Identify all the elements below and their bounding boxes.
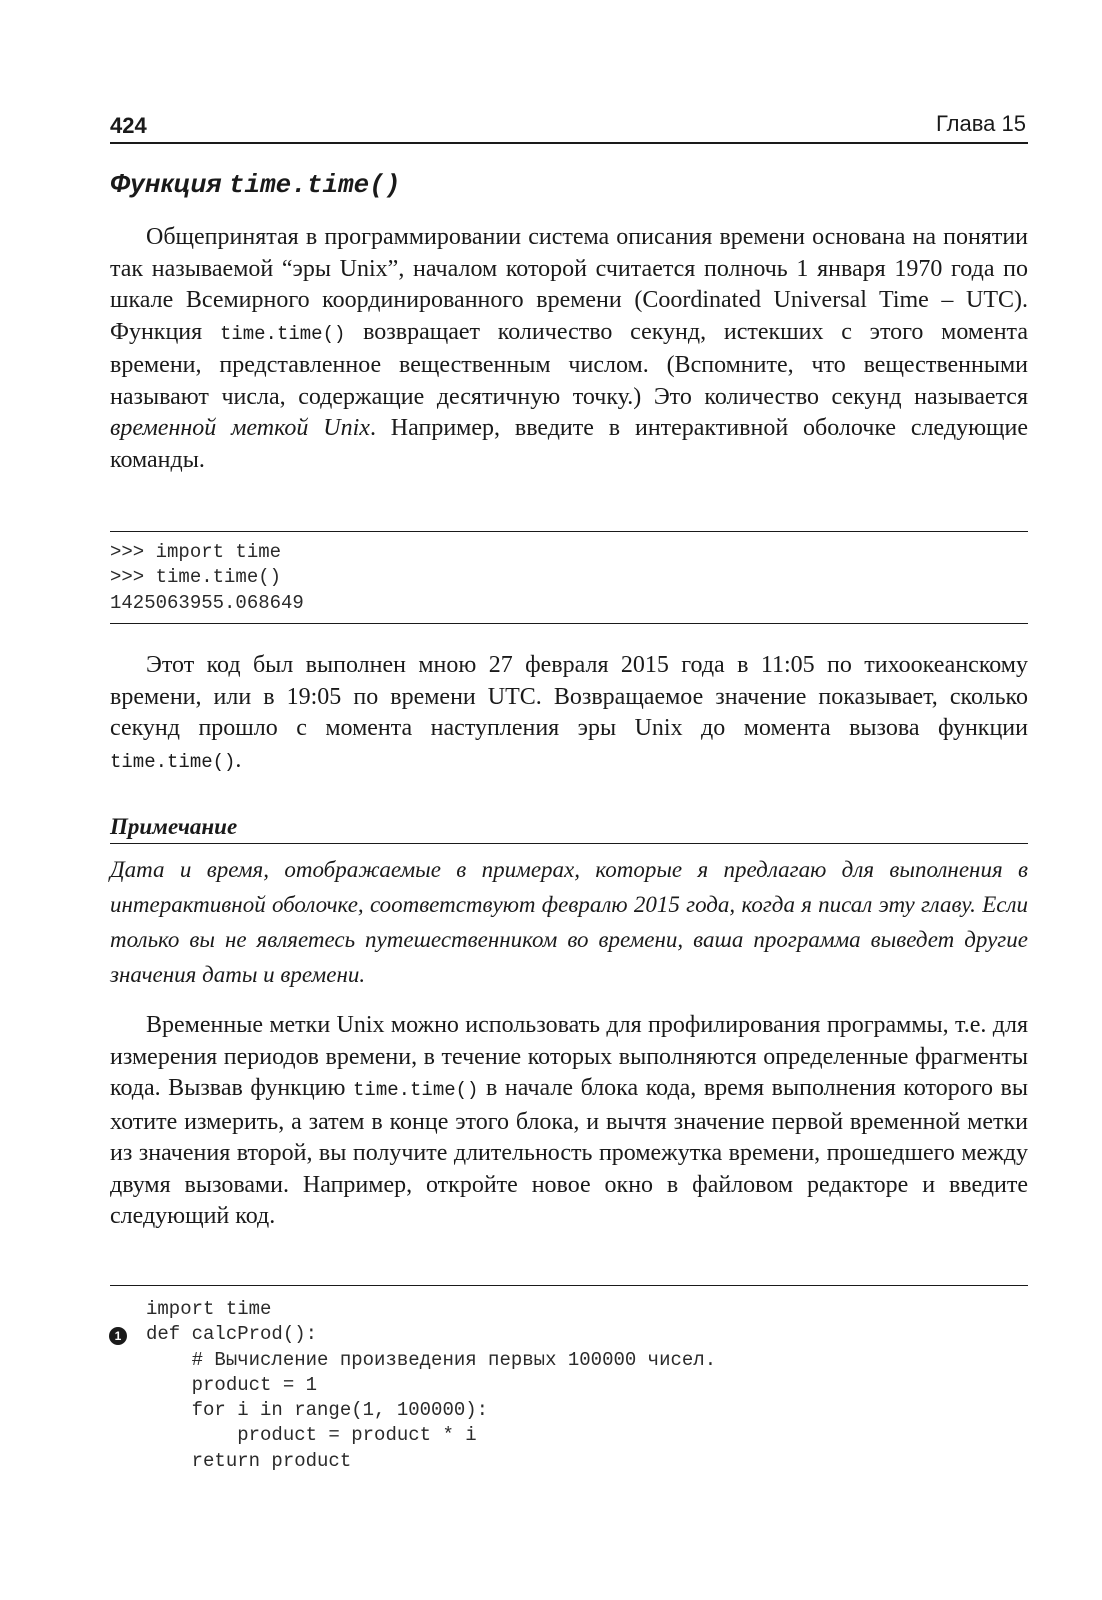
code-line: product = 1 (146, 1373, 318, 1396)
text-run: . Например, введите в интерактивной оболочке следующие команды. (110, 415, 1029, 473)
code-listing-shell (110, 540, 1028, 616)
chapter-label: Глава 15 (935, 111, 1026, 136)
inline-code: time.time() (110, 750, 236, 773)
code-line: >>> import time (110, 541, 282, 563)
code-line: >>> time.time() (110, 566, 282, 589)
code-line: 1425063955.068649 (110, 591, 304, 614)
code-line: # Вычисление произведения первых 100000 чисел. (146, 1348, 717, 1371)
paragraph-explanation (110, 650, 1028, 778)
paragraph-intro (110, 222, 1028, 476)
code-line: product = product * i (146, 1424, 477, 1447)
code-listing-program (146, 1297, 1064, 1474)
inline-code: time.time() (219, 322, 346, 345)
text-run: Общепринятая в программировании система описания времени основана на понятии так называемой “эры Unix”, началом которой считается полночь 1 января 1970 года по шкале Всемирного координированного времени (Coordinated Universal Time – UTC). Функция (110, 224, 1028, 345)
code-rule-top (110, 531, 1028, 532)
text-run: возвращает количество секунд, истекших с этого момента времени, представленное вещественным числом. (Вспомните, что вещественными называют числа, содержащие десятичную точку.) Это количество секунд называется (110, 318, 1028, 410)
note-title: Примечание (110, 814, 238, 839)
code-line: import time (146, 1298, 272, 1320)
code-line: def calcProd(): (146, 1323, 318, 1346)
code-line: for i in range(1, 100000): (146, 1399, 489, 1422)
note-text: Дата и время, отображаемые в примерах, которые я предлагаю для выполнения в интерактивной оболочке, соответствуют февралю 2015 года, когда я писал эту главу. Если только вы не являетесь путешественником во времени, ваша программа выведет другие значения даты и времени. (110, 857, 1028, 987)
code-callout-marker: 1 (109, 1327, 127, 1345)
paragraph-profiling (110, 1010, 1028, 1233)
page-number: 424 (110, 113, 147, 138)
code-line: return product (146, 1449, 352, 1472)
section-title-text: Функция (110, 168, 229, 198)
note-rule (110, 843, 1028, 844)
text-run: . (235, 746, 242, 773)
section-title (110, 168, 401, 200)
code-rule-top (110, 1285, 1028, 1286)
code-rule-bottom (110, 623, 1028, 624)
text-run: в начале блока кода, время выполнения которого вы хотите измерить, а затем в конце этого блока, и вычтя значение первой временной метки из значения второй, вы получите длительность промежутка времени, прошедшего между двумя вызовами. Например, откройте новое окно в файловом редакторе и введите следующий код. (110, 1075, 1028, 1229)
text-run: Временные метки Unix можно использовать для профилирования программы, т.е. для измерения периодов времени, в течение которых выполняются определенные фрагменты кода. Вызвав функцию (110, 1012, 1028, 1101)
inline-code: time.time() (353, 1079, 479, 1101)
text-run: Этот код был выполнен мною 27 февраля 2015 года в 11:05 по тихоокеанскому времени, или в 19:05 по времени UTC. Возвращаемое значение показывает, сколько секунд прошло с момента наступления эры Unix до момента вызова функции (110, 652, 1028, 741)
section-title-code: time.time() (228, 170, 401, 200)
page-header (110, 110, 1028, 144)
emphasis-term: временной меткой Unix (110, 415, 370, 441)
